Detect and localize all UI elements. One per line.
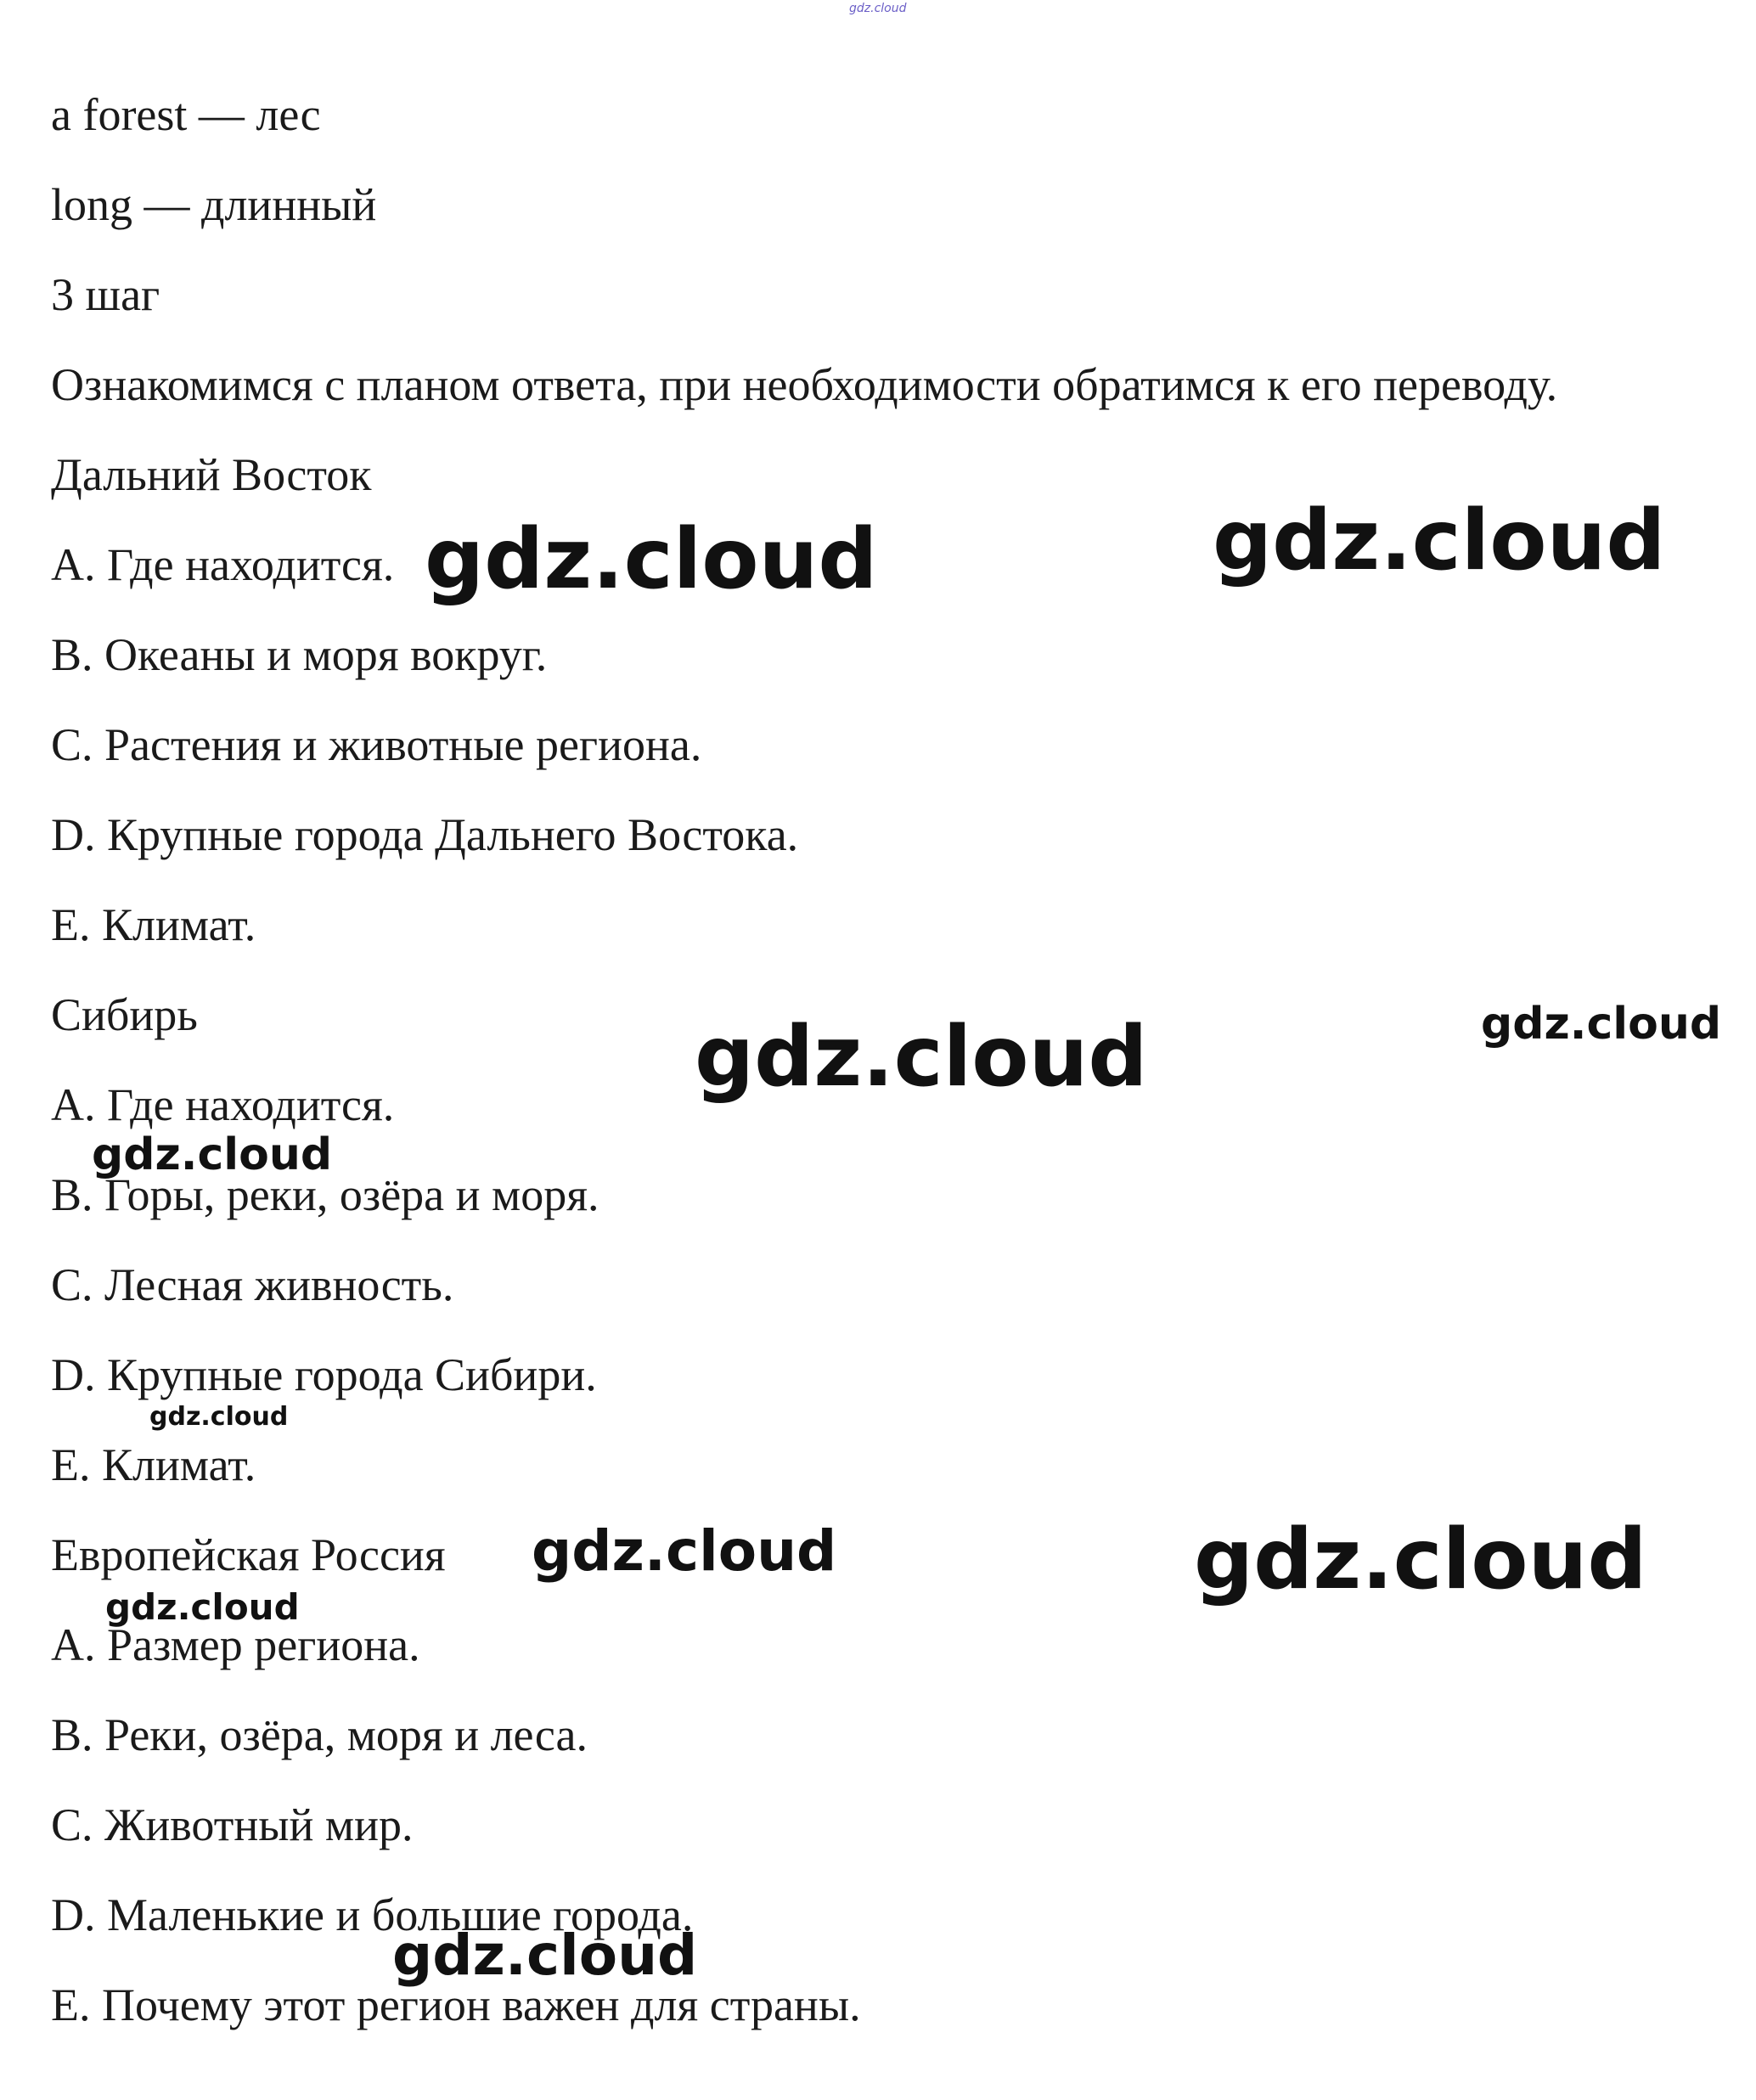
watermark: gdz.cloud <box>149 1402 289 1432</box>
plan-item: A. Где находится. <box>51 539 395 590</box>
vocab-line: long — длинный <box>51 179 377 230</box>
plan-item: C. Лесная живность. <box>51 1259 454 1310</box>
plan-item: D. Крупные города Сибири. <box>51 1349 597 1400</box>
plan-item: B. Горы, реки, озёра и моря. <box>51 1169 599 1220</box>
watermark: gdz.cloud <box>392 1923 698 1988</box>
watermark: gdz.cloud <box>1194 1512 1647 1608</box>
instruction-text: Ознакомимся с планом ответа, при необходимости обратимся к его переводу. <box>51 359 1558 410</box>
top-watermark: gdz.cloud <box>849 2 907 15</box>
plan-item: A. Где находится. <box>51 1079 395 1130</box>
section-heading: Европейская Россия <box>51 1529 446 1580</box>
plan-item: B. Реки, озёра, моря и леса. <box>51 1709 588 1760</box>
plan-item: E. Климат. <box>51 1439 256 1490</box>
watermark: gdz.cloud <box>532 1518 837 1584</box>
watermark: gdz.cloud <box>695 1009 1148 1106</box>
watermark: gdz.cloud <box>425 511 878 608</box>
section-heading: Дальний Восток <box>51 449 372 500</box>
watermark: gdz.cloud <box>1481 999 1722 1050</box>
watermark: gdz.cloud <box>1213 493 1666 589</box>
plan-item: C. Растения и животные региона. <box>51 719 702 770</box>
vocab-line: a forest — лес <box>51 89 321 140</box>
plan-item: E. Климат. <box>51 899 256 950</box>
plan-item: D. Маленькие и большие города. <box>51 1889 694 1940</box>
plan-item: D. Крупные города Дальнего Востока. <box>51 809 799 860</box>
plan-item: A. Размер региона. <box>51 1619 420 1670</box>
plan-item: C. Животный мир. <box>51 1799 414 1850</box>
watermark: gdz.cloud <box>92 1129 333 1180</box>
watermark: gdz.cloud <box>105 1586 300 1628</box>
plan-item: E. Почему этот регион важен для страны. <box>51 1979 861 2030</box>
plan-item: B. Океаны и моря вокруг. <box>51 629 548 680</box>
section-heading: Сибирь <box>51 989 198 1040</box>
step-heading: 3 шаг <box>51 269 160 320</box>
